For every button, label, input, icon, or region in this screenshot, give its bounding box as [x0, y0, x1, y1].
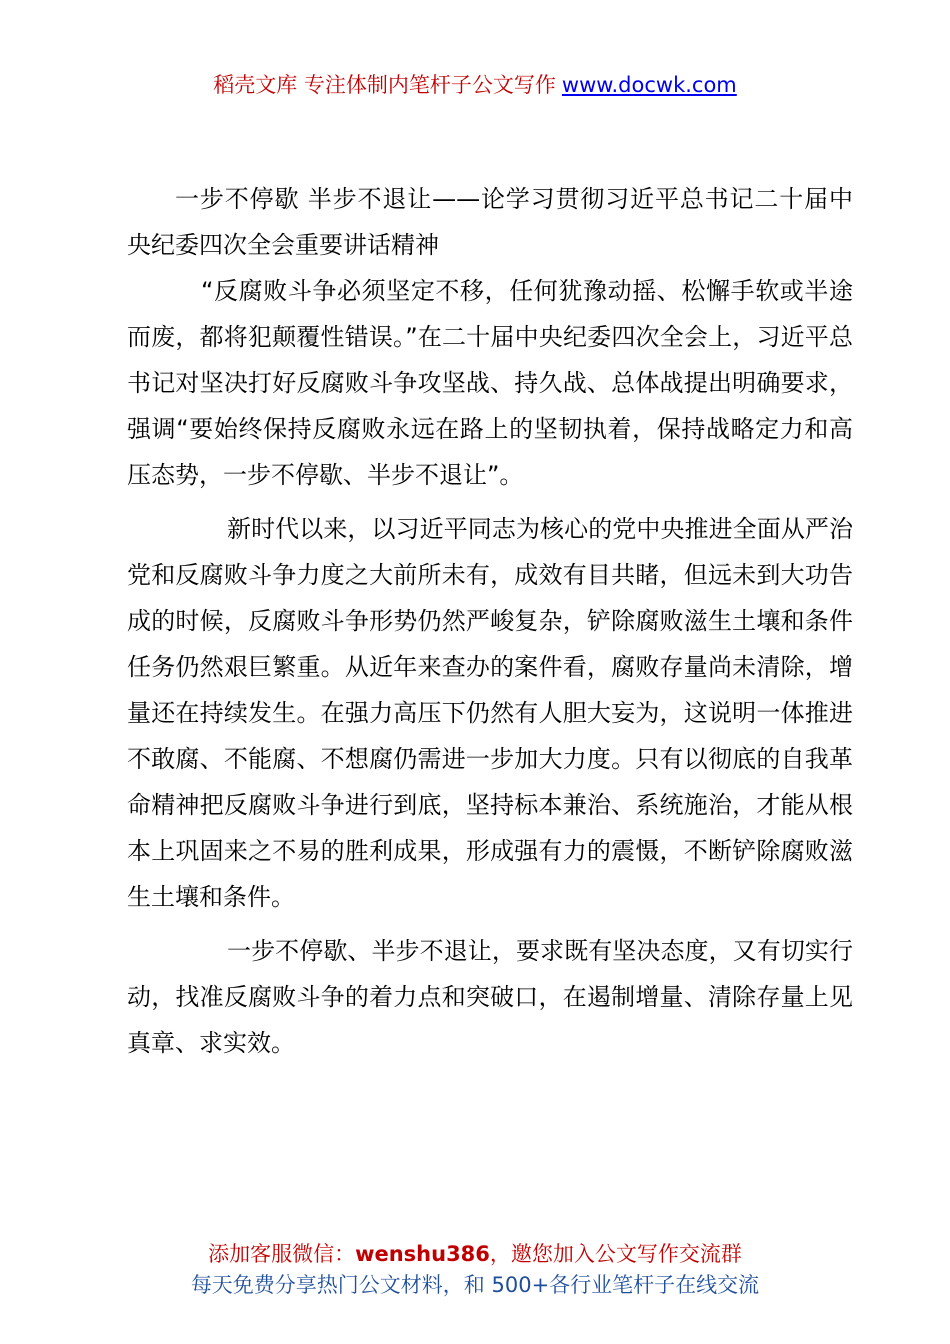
wechat-id: wenshu386 [355, 1242, 490, 1266]
document-body [127, 176, 853, 1066]
header-text: 稻壳文库 专注体制内笔杆子公文写作 [213, 73, 556, 97]
document-title: 一步不停歇 半步不退让——论学习贯彻习近平总书记二十届中央纪委四次全会重要讲话精神 [127, 185, 853, 259]
paragraph-2: 新时代以来，以习近平同志为核心的党中央推进全面从严治党和反腐败斗争力度之大前所未有，成效有目共睹，但远未到大功告成的时候，反腐败斗争形势仍然严峻复杂，铲除腐败滋生土壤和条件任务仍然艰巨繁重。从近年来查办的案件看，腐败存量尚未清除，增量还在持续发生。在强力高压下仍然有人胆大妄为，这说明一体推进不敢腐、不能腐、不想腐仍需进一步加大力度。只有以彻底的自我革命精神把反腐败斗争进行到底，坚持标本兼治、系统施治，才能从根本上巩固来之不易的胜利成果，形成强有力的震慑，不断铲除腐败滋生土壤和条件。 [127, 515, 853, 911]
footer-line-1 [0, 1239, 950, 1270]
footer-prefix: 添加客服微信： [208, 1242, 356, 1266]
footer-line-2: 每天免费分享热门公文材料，和 500+各行业笔杆子在线交流 [190, 1273, 760, 1297]
page-footer [0, 1239, 950, 1301]
header-link[interactable]: www.docwk.com [561, 73, 737, 97]
paragraph-3: 一步不停歇、半步不退让，要求既有坚决态度，又有切实行动，找准反腐败斗争的着力点和突破口，在遏制增量、清除存量上见真章、求实效。 [127, 937, 853, 1057]
paragraph-1: “反腐败斗争必须坚定不移，任何犹豫动摇、松懈手软或半途而废，都将犯颠覆性错误。”在二十届中央纪委四次全会上，习近平总书记对坚决打好反腐败斗争攻坚战、持久战、总体战提出明确要求，强调“要始终保持反腐败永远在路上的坚韧执着，保持战略定力和高压态势，一步不停歇、半步不退让”。 [127, 277, 853, 489]
footer-suffix: ，邀您加入公文写作交流群 [489, 1242, 742, 1266]
page-header [0, 70, 950, 100]
